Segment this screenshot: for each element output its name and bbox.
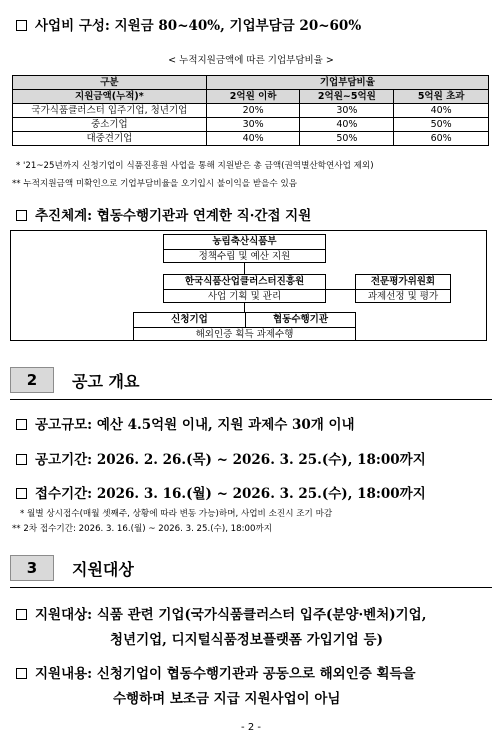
table-cell: 40% — [300, 118, 394, 132]
table-header-ratio: 기업부담비율 — [206, 76, 488, 90]
connector-line — [244, 303, 245, 312]
table-cell: 40% — [394, 104, 489, 118]
scale-item: 공고규모: 예산 4.5억원 이내, 지원 과제수 30개 이내 — [16, 413, 355, 433]
table-caption: < 누적지원금액에 따른 기업부담비율 > — [168, 55, 334, 66]
connector-line — [244, 263, 245, 274]
checkbox-square-icon — [16, 488, 27, 499]
row-label: 국가식품클러스터 입주기업, 청년기업 — [13, 104, 207, 118]
checkbox-square-icon — [16, 668, 27, 679]
ministry-box — [163, 234, 326, 263]
budget-note-1: * '21~25년까지 신청기업이 식품진흥원 사업을 통해 지원받은 총 금액(권역별산학연사업 제외) — [16, 161, 374, 171]
target-item: 지원대상: 식품 관련 기업(국가식품클러스터 입주(분양·벤처)기업, — [16, 603, 426, 623]
target-item-line2: 청년기업, 디지털식품정보플랫폼 가입기업 등) — [110, 632, 383, 648]
table-row — [13, 132, 489, 146]
execution-body: 해외인증 획득 과제수행 — [195, 329, 294, 340]
table-row — [13, 104, 489, 118]
table-cell: 60% — [394, 132, 489, 146]
table-cell: 50% — [300, 132, 394, 146]
ministry-title: 농림축산식품부 — [164, 235, 325, 250]
row-label: 중소기업 — [13, 118, 207, 132]
table-header-col: 2억원~5억원 — [300, 90, 394, 104]
section-3-number: 3 — [10, 555, 54, 581]
period-item: 공고기간: 2026. 2. 26.(목) ~ 2026. 3. 25.(수), 18:00까지 — [16, 448, 426, 468]
checkbox-square-icon — [16, 20, 27, 31]
receipt-item: 접수기간: 2026. 3. 16.(월) ~ 2026. 3. 25.(수), 18:00까지 — [16, 482, 426, 502]
committee-title: 전문평가위원회 — [356, 275, 450, 290]
structure-heading: 추진체계: 협동수행기관과 연계한 직·간접 지원 — [16, 204, 311, 224]
connector-line — [326, 289, 355, 290]
section-2-number: 2 — [10, 367, 54, 393]
table-cell: 30% — [206, 118, 300, 132]
checkbox-square-icon — [16, 609, 27, 620]
committee-body: 과제선정 및 평가 — [367, 291, 439, 302]
page-number: - 2 - — [241, 722, 261, 733]
section-divider — [10, 399, 492, 400]
section-3-title: 지원대상 — [72, 560, 134, 579]
ministry-body: 정책수립 및 예산 지원 — [198, 251, 291, 262]
ratio-table — [12, 75, 489, 146]
table-cell: 30% — [300, 104, 394, 118]
content-item: 지원내용: 신청기업이 협동수행기관과 공동으로 해외인증 획득을 — [16, 662, 416, 682]
agency-box — [163, 274, 326, 303]
checkbox-square-icon — [16, 210, 27, 221]
receipt-note-1: * 월별 상시접수(매월 셋째주, 상황에 따라 변동 가능)하며, 사업비 소진시 조기 마감 — [20, 509, 333, 519]
table-row — [13, 118, 489, 132]
table-header-col: 5억원 초과 — [394, 90, 489, 104]
section-divider — [10, 587, 492, 588]
checkbox-square-icon — [16, 454, 27, 465]
execution-box — [133, 312, 356, 341]
table-cell: 20% — [206, 104, 300, 118]
budget-note-2: ** 누적지원금액 미확인으로 기업부담비율을 오기입시 불이익을 받을수 있음 — [12, 179, 298, 189]
checkbox-square-icon — [16, 419, 27, 430]
budget-heading: 사업비 구성: 지원금 80~40%, 기업부담금 20~60% — [16, 14, 361, 34]
receipt-note-2: ** 2차 접수기간: 2026. 3. 16.(월) ~ 2026. 3. 25.(수), 18:00까지 — [12, 524, 273, 534]
table-header-group: 구분 — [13, 76, 207, 90]
content-item-line2: 수행하며 보조금 지급 지원사업이 아님 — [113, 691, 341, 707]
agency-body: 사업 기획 및 관리 — [207, 291, 282, 302]
row-label: 대중견기업 — [13, 132, 207, 146]
committee-box — [355, 274, 451, 303]
table-cell: 40% — [206, 132, 300, 146]
table-header-col: 2억원 이하 — [206, 90, 300, 104]
table-cell: 50% — [394, 118, 489, 132]
table-header-amount: 지원금액(누적)* — [13, 90, 207, 104]
section-2-title: 공고 개요 — [72, 372, 140, 391]
applicant-label: 신청기업 — [134, 313, 246, 327]
agency-title: 한국식품산업클러스터진흥원 — [164, 275, 325, 290]
partner-label: 협동수행기관 — [272, 314, 329, 325]
